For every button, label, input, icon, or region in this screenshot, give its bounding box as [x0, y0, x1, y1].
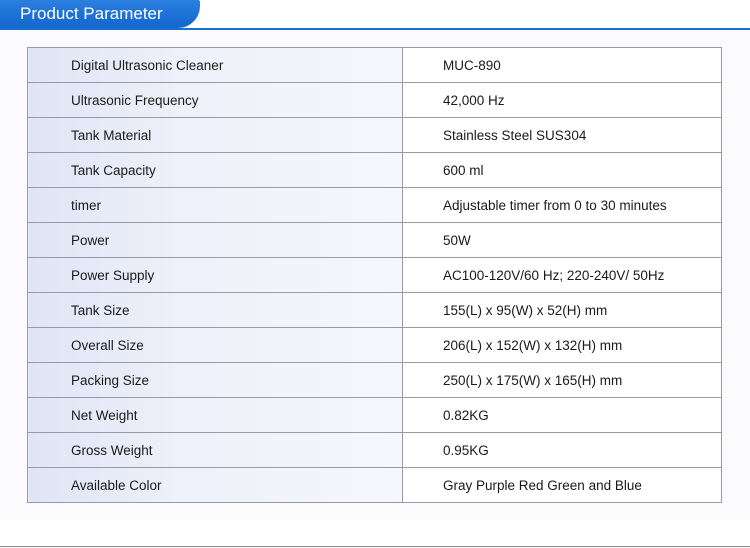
header-band: [0, 0, 750, 30]
param-value: 50W: [403, 223, 722, 258]
table-row: [28, 153, 722, 188]
param-label: Packing Size: [28, 363, 403, 398]
param-value: MUC-890: [403, 48, 722, 83]
table-row: [28, 258, 722, 293]
param-value: 0.95KG: [403, 433, 722, 468]
param-value: AC100-120V/60 Hz; 220-240V/ 50Hz: [403, 258, 722, 293]
table-row: [28, 83, 722, 118]
param-label: timer: [28, 188, 403, 223]
param-label: Tank Capacity: [28, 153, 403, 188]
section-title-tab: Product Parameter: [0, 0, 200, 28]
param-label: Tank Material: [28, 118, 403, 153]
table-row: [28, 433, 722, 468]
param-value: 250(L) x 175(W) x 165(H) mm: [403, 363, 722, 398]
table-row: [28, 363, 722, 398]
table-row: [28, 188, 722, 223]
param-value: 600 ml: [403, 153, 722, 188]
param-label: Available Color: [28, 468, 403, 503]
parameter-table: [27, 47, 722, 503]
table-row: [28, 328, 722, 363]
param-label: Power Supply: [28, 258, 403, 293]
param-label: Net Weight: [28, 398, 403, 433]
param-value: 0.82KG: [403, 398, 722, 433]
table-row: [28, 223, 722, 258]
param-label: Power: [28, 223, 403, 258]
param-label: Ultrasonic Frequency: [28, 83, 403, 118]
table-row: [28, 468, 722, 503]
param-label: Overall Size: [28, 328, 403, 363]
param-value: Stainless Steel SUS304: [403, 118, 722, 153]
table-row: [28, 293, 722, 328]
param-value: 155(L) x 95(W) x 52(H) mm: [403, 293, 722, 328]
table-row: [28, 398, 722, 433]
param-label: Gross Weight: [28, 433, 403, 468]
param-value: 206(L) x 152(W) x 132(H) mm: [403, 328, 722, 363]
table-row: [28, 118, 722, 153]
param-label: Tank Size: [28, 293, 403, 328]
param-value: Gray Purple Red Green and Blue: [403, 468, 722, 503]
table-row: [28, 48, 722, 83]
footer-divider: [0, 546, 750, 547]
param-value: Adjustable timer from 0 to 30 minutes: [403, 188, 722, 223]
param-value: 42,000 Hz: [403, 83, 722, 118]
param-label: Digital Ultrasonic Cleaner: [28, 48, 403, 83]
